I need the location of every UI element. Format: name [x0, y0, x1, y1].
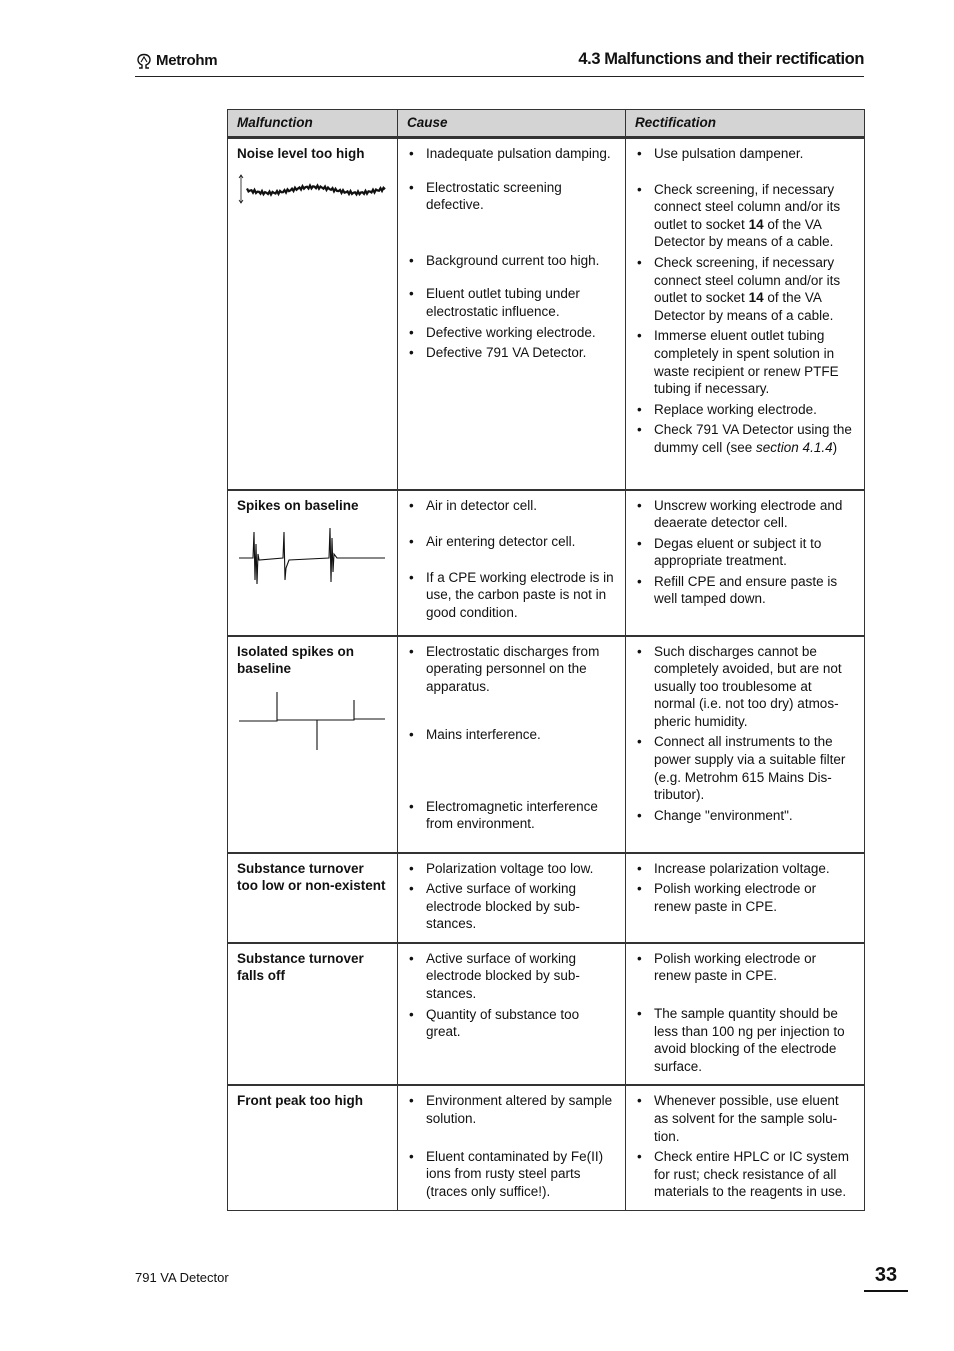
column-header-cause: Cause [398, 110, 626, 138]
page-header [135, 50, 864, 77]
cause-cell [398, 636, 626, 853]
brand-logo [135, 52, 217, 69]
malfunction-name: Noise level too high [237, 146, 365, 161]
rectification-text: of the VA Detector by means of a cable. [654, 216, 834, 250]
malfunction-name: Substance turnover too low or non-existent [237, 860, 386, 894]
rectification-text: Check 791 VA Detector using the dummy cell (see [654, 422, 852, 455]
rectification-item: • Whenever possible, use eluent as solvent for the sample solu-tion. [635, 1092, 856, 1145]
table-row [228, 636, 865, 853]
column-header-malfunction: Malfunction [228, 110, 398, 138]
cause-item: • Background current too high. [407, 252, 617, 270]
malfunction-cell [228, 138, 398, 490]
cause-item: • Defective 791 VA Detector. [407, 344, 617, 362]
rectification-item: • Check entire HPLC or IC system for rust; check resistance of all materials to the reagents in use. [635, 1148, 856, 1201]
rectification-item: • Change "environment". [635, 807, 856, 825]
rectification-text: of the VA Detector by means of a cable. [654, 290, 834, 323]
cause-item: • Electromagnetic interference from environment. [407, 798, 617, 833]
malfunction-name: Front peak too high [237, 1093, 363, 1109]
table-row [228, 943, 865, 1086]
malfunction-figure [237, 173, 388, 212]
rectification-text: Check screening, if necessary connect steel column and/or its outlet to socket [654, 254, 841, 306]
rectification-item: • Unscrew working electrode and deaerate detector cell. [635, 497, 856, 532]
rectification-cell [626, 636, 865, 853]
rectification-item: • Connect all instruments to the power supply via a suitable filter (e.g. Metrohm 615 Mains Dis-tributor). [635, 733, 856, 803]
malfunction-cell [228, 853, 398, 943]
cause-cell [398, 138, 626, 490]
cause-list [398, 854, 625, 942]
cause-list [398, 139, 625, 371]
rectification-cell [626, 138, 865, 490]
rectification-cell [626, 943, 865, 1086]
cause-item: • If a CPE working electrode is in use, the carbon paste is not in good condition. [407, 569, 617, 622]
rectification-text: Check screening, if necessary connect steel column and/or its outlet to socket [654, 181, 841, 232]
rectification-item: • Immerse eluent outlet tubing completely in spent solution in waste recipient or renew PTFE tubing if necessary. [635, 327, 856, 397]
rectification-cell [626, 490, 865, 636]
table-row [228, 490, 865, 636]
cause-list [398, 1086, 625, 1209]
cause-item: • Inadequate pulsation damping. [407, 145, 617, 163]
cause-item: • Active surface of working electrode blocked by sub-stances. [407, 950, 617, 1003]
rectification-item: • Such discharges cannot be completely avoided, but are not usually too troublesome at normal (i.e. not too dry) atmos-pheric humidity. [635, 643, 856, 731]
malfunction-name: Isolated spikes on baseline [237, 643, 355, 677]
rectification-list [626, 944, 864, 1085]
noise-trace-figure [237, 173, 387, 207]
cause-item: • Quantity of substance too great. [407, 1006, 617, 1041]
rectification-item: • Polish working electrode or renew paste in CPE. [635, 950, 856, 985]
rectification-list [626, 139, 864, 466]
cause-list [398, 944, 625, 1050]
rectification-list [626, 854, 864, 925]
rectification-text: ) [832, 439, 838, 455]
cause-item: • Defective working electrode. [407, 324, 617, 342]
rectification-item: • Degas eluent or subject it to appropriate treatment. [635, 535, 856, 570]
cause-item: • Eluent outlet tubing under electrostatic influence. [407, 285, 617, 320]
cause-item: • Environment altered by sample solution. [407, 1092, 617, 1127]
cause-cell [398, 490, 626, 636]
malfunction-cell [228, 636, 398, 853]
cause-cell [398, 943, 626, 1086]
column-header-rectification: Rectification [626, 110, 865, 138]
spikes-trace-figure [237, 524, 387, 586]
rectification-item [635, 254, 856, 324]
rectification-item: • Use pulsation dampener. [635, 145, 856, 163]
section-title: 4.3 Malfunctions and their rectification [578, 50, 864, 68]
rectification-item: • Replace working electrode. [635, 401, 856, 419]
cause-item: • Air in detector cell. [407, 497, 617, 515]
table-row [228, 138, 865, 490]
cause-list [398, 637, 625, 843]
rectification-list [626, 1086, 864, 1210]
cause-item: • Active surface of working electrode blocked by sub-stances. [407, 880, 617, 933]
malfunction-cell [228, 943, 398, 1086]
malfunction-name: Substance turnover falls off [237, 950, 364, 984]
table-header-row [228, 110, 865, 138]
footer-document-name: 791 VA Detector [135, 1270, 229, 1285]
rectification-list [626, 637, 864, 834]
rectification-cell [626, 1085, 865, 1210]
rectification-cell [626, 853, 865, 943]
rectification-item: • Polish working electrode or renew paste in CPE. [635, 880, 856, 915]
malfunction-table [227, 109, 865, 1211]
malfunction-figure [237, 688, 388, 759]
cause-cell [398, 1085, 626, 1210]
isolated-spikes-trace-figure [237, 688, 387, 754]
cause-item: • Electrostatic screening defective. [407, 179, 617, 214]
cause-list [398, 491, 625, 631]
rectification-item [635, 421, 856, 456]
cause-item: • Mains interference. [407, 726, 617, 744]
cause-item: • Air entering detector cell. [407, 533, 617, 551]
cause-item: • Polarization voltage too low. [407, 860, 617, 878]
section-reference: section 4.1.4 [756, 439, 833, 455]
rectification-item: • The sample quantity should be less than 100 ng per injection to avoid blocking of the electrode surface. [635, 1005, 856, 1075]
rectification-item: • Refill CPE and ensure paste is well tamped down. [635, 573, 856, 608]
table-row [228, 1085, 865, 1210]
metrohm-omega-icon [135, 53, 153, 69]
malfunction-figure [237, 524, 388, 591]
socket-number: 14 [748, 216, 764, 232]
brand-name: Metrohm [156, 52, 218, 69]
rectification-item: • Increase polarization voltage. [635, 860, 856, 878]
malfunction-name: Spikes on baseline [237, 497, 359, 513]
malfunction-cell [228, 1085, 398, 1210]
rectification-item [635, 181, 856, 251]
rectification-list [626, 491, 864, 618]
cause-cell [398, 853, 626, 943]
page-number: 33 [864, 1264, 908, 1292]
socket-number: 14 [748, 290, 764, 306]
cause-item: • Electrostatic discharges from operating personnel on the apparatus. [407, 643, 617, 696]
cause-item: • Eluent contaminated by Fe(II) ions from rusty steel parts (traces only suffice!). [407, 1148, 617, 1201]
malfunction-cell [228, 490, 398, 636]
table-row [228, 853, 865, 943]
